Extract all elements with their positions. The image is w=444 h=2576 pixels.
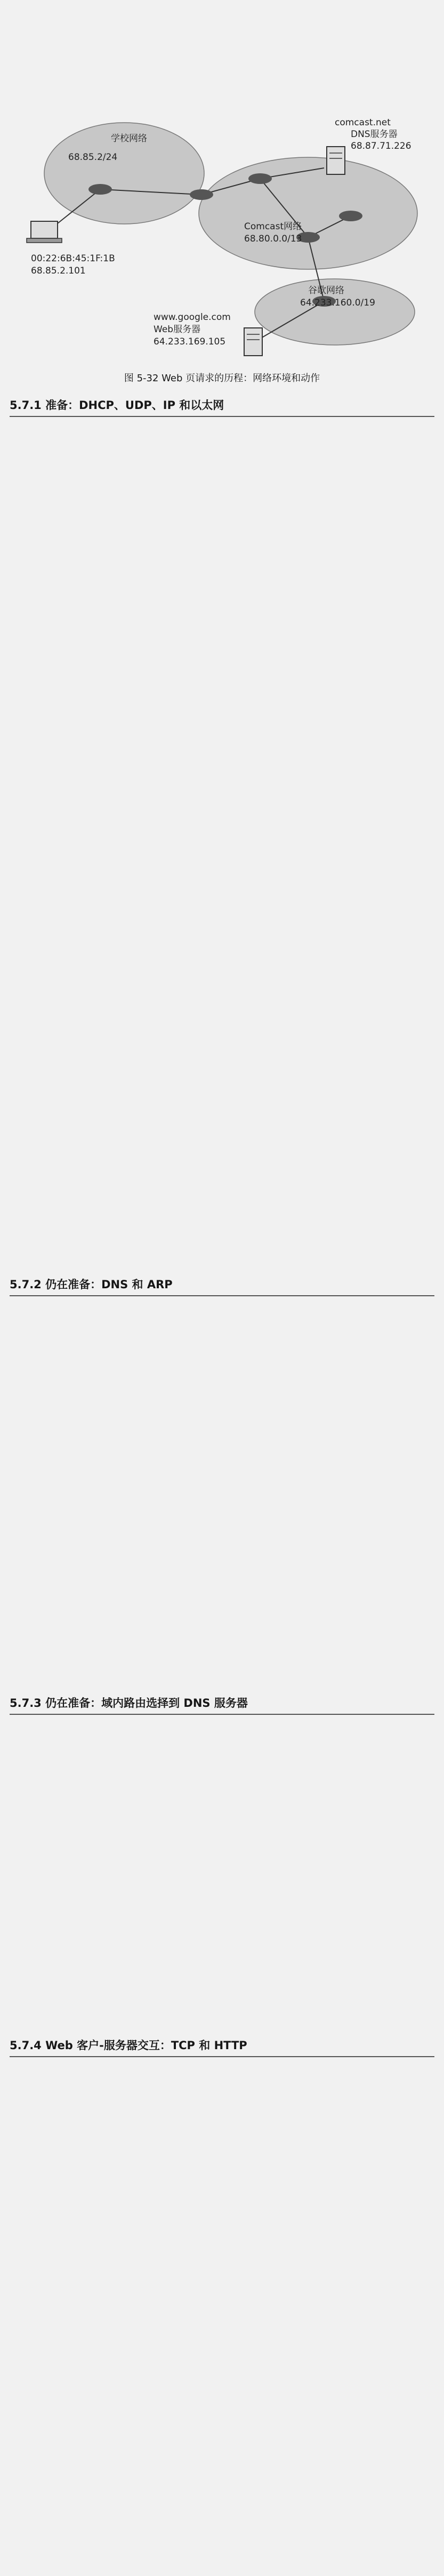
- web-server-name-label: www.google.com: [154, 312, 231, 323]
- school-network-label: 学校网络: [111, 133, 147, 144]
- section-title: 5.7.4 Web 客户-服务器交互：TCP 和 HTTP: [10, 2037, 434, 2057]
- web-server-icon: [244, 328, 262, 356]
- network-figure: [10, 109, 434, 365]
- comcast-dns-name-label: comcast.net: [335, 117, 391, 128]
- dns-server-label: DNS服务器: [351, 129, 398, 140]
- dns-server-ip-label: 68.87.71.226: [351, 141, 411, 151]
- google-network-label: 谷歌网络: [308, 285, 344, 296]
- section-title: 5.7.1 准备：DHCP、UDP、IP 和以太网: [10, 397, 434, 417]
- dns-server-icon: [327, 147, 345, 174]
- section-574: [10, 2033, 434, 2063]
- web-server-label: Web服务器: [154, 324, 201, 335]
- section-571: [10, 392, 434, 422]
- section-572: [10, 1272, 434, 1302]
- web-server-ip-label: 64.233.169.105: [154, 336, 226, 347]
- laptop-ip-label: 68.85.2.101: [31, 266, 86, 276]
- section-title: 5.7.2 仍在准备：DNS 和 ARP: [10, 1276, 434, 1296]
- section-573: [10, 1690, 434, 1720]
- laptop-mac-label: 00:22:6B:45:1F:1B: [31, 253, 115, 264]
- comcast-network-cloud: [199, 157, 417, 269]
- comcast-prefix-label: 68.80.0.0/13: [244, 234, 302, 244]
- school-subnet-label: 68.85.2/24: [68, 152, 118, 163]
- section-title: 5.7.3 仍在准备：域内路由选择到 DNS 服务器: [10, 1695, 434, 1715]
- figure-caption: 图 5-32 Web 页请求的历程：网络环境和动作: [124, 373, 320, 384]
- comcast-network-label: Comcast网络: [244, 221, 302, 232]
- google-prefix-label: 64.233.160.0/19: [300, 298, 375, 308]
- laptop-icon: [27, 221, 62, 243]
